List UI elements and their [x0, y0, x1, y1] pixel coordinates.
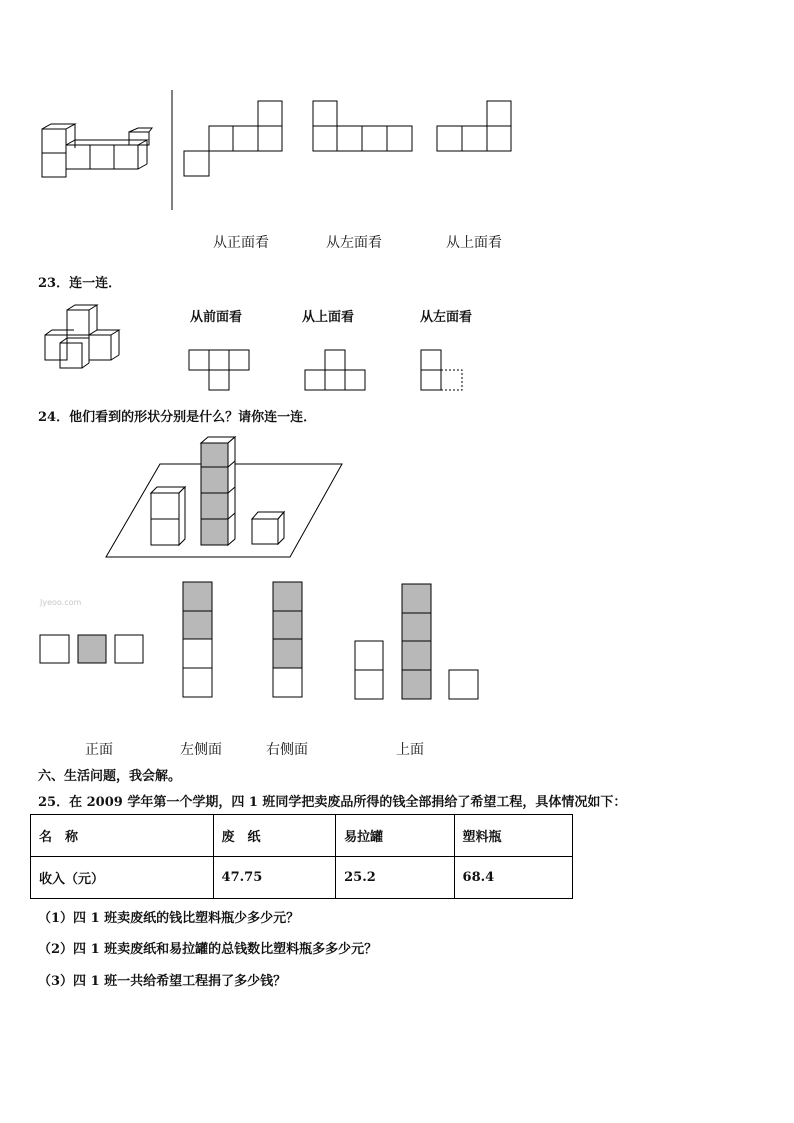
q24-label-left-side: 左侧面: [180, 742, 222, 758]
q22-label-left: 从左面看: [326, 235, 382, 251]
q24-option-top: [355, 584, 478, 699]
q24-stack-white: [151, 487, 185, 545]
section6-title: 六、生活问题，我会解。: [38, 769, 182, 784]
table-cell-bottles: 68.4: [454, 857, 572, 899]
q23-title: 23．连一连．: [38, 276, 122, 291]
q25-sub-question-2: （2）四 1 班卖废纸和易拉罐的总钱数比塑料瓶多多少元？: [38, 942, 378, 957]
q24-option-right-side: [273, 582, 302, 697]
q24-label-front: 正面: [85, 742, 113, 758]
table-header-paper: 废 纸: [213, 815, 336, 857]
q24-watermark: Jyeoo.com: [40, 598, 82, 607]
table-cell-cans: 25.2: [336, 857, 454, 899]
q24-stack-gray: [201, 437, 235, 545]
table-cell-income-label: 收入（元）: [31, 857, 214, 899]
q22-label-top: 从上面看: [446, 235, 502, 251]
table-cell-paper: 47.75: [213, 857, 336, 899]
table-row: [31, 815, 573, 857]
q24-label-top: 上面: [396, 742, 424, 758]
q25-sub-question-1: （1）四 1 班卖废纸的钱比塑料瓶少多少元？: [38, 911, 300, 926]
q25-title: 25．在 2009 学年第一个学期，四 1 班同学把卖废品所得的钱全部捐给了希望工程，具体情况如下：: [38, 795, 627, 810]
q24-option-front: [40, 635, 143, 663]
table-header-bottles: 塑料瓶: [454, 815, 572, 857]
q23-view-front-label: 从前面看: [190, 310, 243, 325]
q23-view-top-label: 从上面看: [302, 310, 355, 325]
q22-label-front: 从正面看: [213, 235, 269, 251]
q24-single-cube: [252, 512, 284, 544]
q24-label-right-side: 右侧面: [266, 742, 308, 758]
q25-income-table: [30, 814, 573, 899]
table-header-cans: 易拉罐: [336, 815, 454, 857]
q24-option-left-side: [183, 582, 212, 697]
q24-title: 24．他们看到的形状分别是什么？请你连一连．: [38, 410, 317, 425]
table-header-name: 名 称: [31, 815, 214, 857]
q23-view-left-label: 从左面看: [420, 310, 473, 325]
q25-sub-question-3: （3）四 1 班一共给希望工程捐了多少钱？: [38, 974, 287, 989]
table-row: [31, 857, 573, 899]
